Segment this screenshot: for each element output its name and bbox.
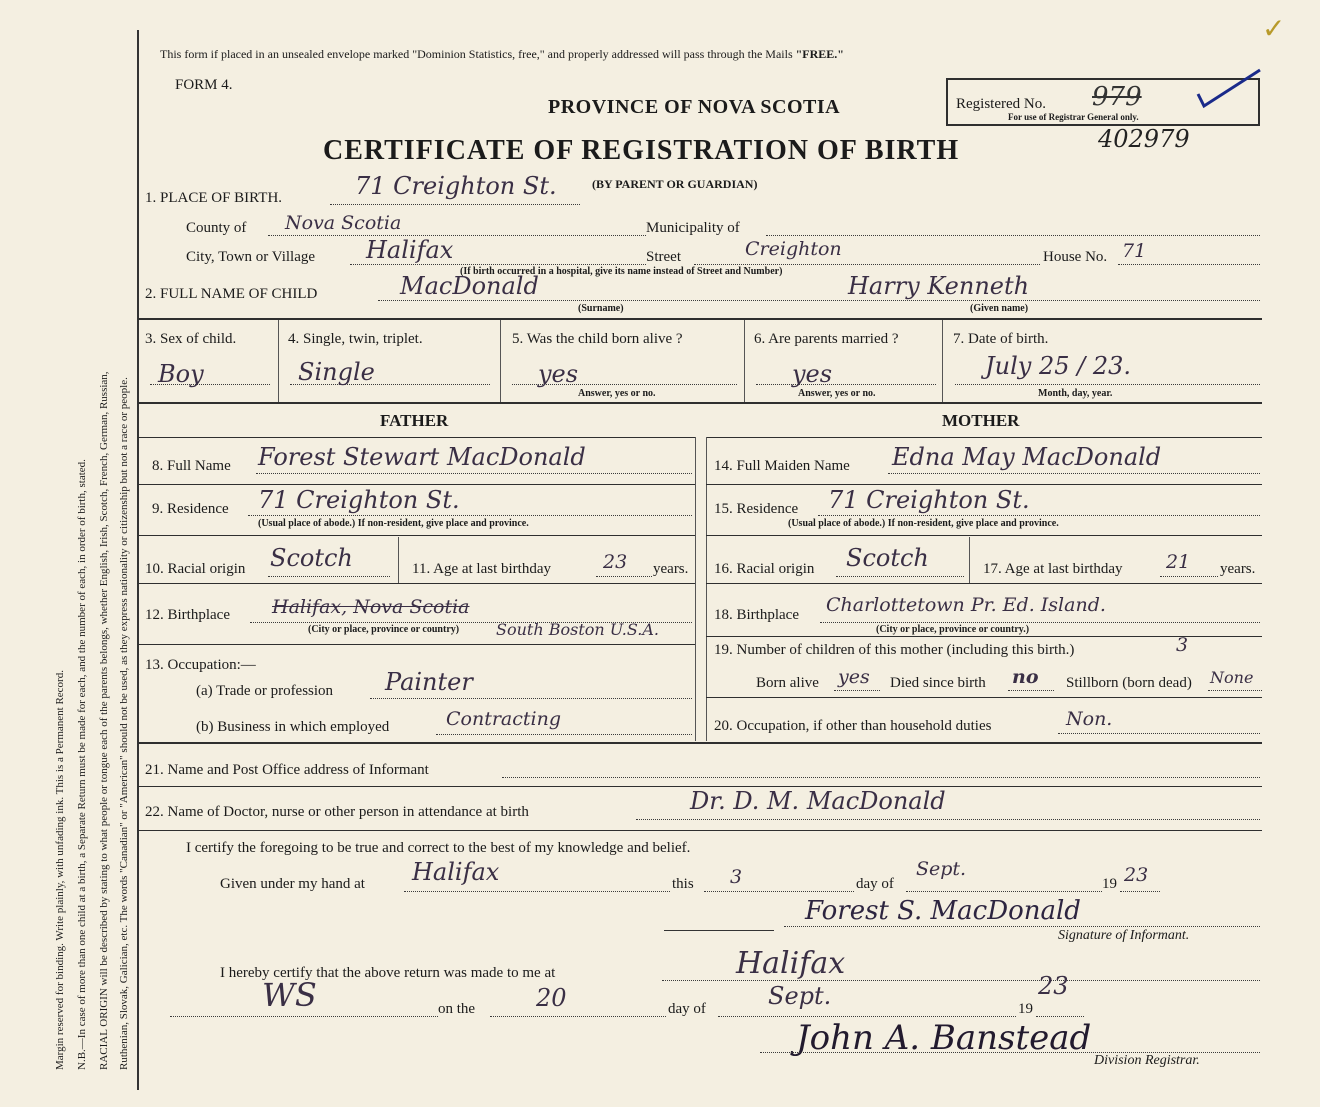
mother-residence-label: 15. Residence [714,501,799,517]
year-line [1120,891,1160,892]
plural-birth-value: Single [298,358,375,386]
mother-column-edge [706,437,707,741]
rule [138,583,695,584]
stillborn-label: Stillborn (born dead) [1066,675,1192,691]
registrar-day-of-label: day of [668,1001,706,1017]
father-age-label: 11. Age at last birthday [412,561,551,577]
divider [278,320,279,402]
child-name-label: 2. FULL NAME OF CHILD [145,286,318,302]
mother-name-line [888,473,1260,474]
day-of-label: day of [856,876,894,892]
born-alive-value: yes [538,360,579,388]
date-of-birth-line [955,384,1260,385]
divider [942,320,943,402]
mother-residence-value: 71 Creighton St. [828,486,1030,514]
date-of-birth-label: 7. Date of birth. [953,331,1049,347]
rule [138,535,695,536]
registration-number-handwritten: 402979 [1098,125,1190,153]
this-line [704,891,854,892]
born-alive-caption: Answer, yes or no. [578,388,656,399]
house-number-value: 71 [1122,240,1147,262]
registrar-month-value: Sept. [768,982,832,1010]
house-number-label: House No. [1043,249,1108,265]
given-name-caption: (Given name) [970,303,1029,314]
father-racial-origin-line [268,576,390,577]
mother-racial-origin-label: 16. Racial origin [714,561,815,577]
place-of-birth-label: 1. PLACE OF BIRTH. [145,190,283,206]
father-age-unit: years. [653,561,689,577]
plural-birth-label: 4. Single, twin, triplet. [288,331,423,347]
rule [138,484,695,485]
divider [969,537,970,583]
father-residence-caption: (Usual place of abode.) If non-resident, give place and province. [258,518,529,529]
father-birthplace-value: South Boston U.S.A. [496,620,659,639]
city-line [350,264,646,265]
city-label: City, Town or Village [186,249,316,265]
rule [706,583,1262,584]
year-prefix: 19 [1102,876,1117,892]
rule-top-row3 [138,318,1262,320]
sex-label: 3. Sex of child. [145,331,237,347]
margin-rule [137,30,139,1090]
check-arrow-icon [1196,66,1266,112]
registrar-initials: WS [262,976,317,1014]
day-of-line [906,891,1102,892]
rule-father-heading [138,437,695,438]
margin-binding-note: Margin reserved for binding. Write plainly, with unfading ink. This is a Permanent Record. [54,670,66,1070]
on-the-value: 20 [536,984,567,1012]
county-label: County of [186,220,247,236]
mother-birthplace-value: Charlottetown Pr. Ed. Island. [826,594,1106,616]
divider [398,537,399,583]
check-mark-icon: ✓ [1262,14,1286,45]
registrar-initials-line [170,1016,438,1017]
rule-mother-heading [706,437,1262,438]
registrar-place-value: Halifax [736,946,846,981]
rule [706,697,1262,698]
born-alive-count-line [834,690,880,691]
child-given-name-value: Harry Kenneth [848,272,1030,300]
father-name-value: Forest Stewart MacDonald [258,443,586,471]
father-column-edge [695,437,696,741]
this-day-value: 3 [730,866,743,888]
father-residence-line [248,515,692,516]
father-age-value: 23 [603,551,628,573]
died-since-birth-line [1008,690,1054,691]
registrar-year-value: 23 [1038,972,1069,1000]
born-alive-count-label: Born alive [756,675,819,691]
mother-racial-origin-value: Scotch [846,544,929,572]
parents-married-line [756,384,936,385]
father-birthplace-label: 12. Birthplace [145,607,230,623]
divider [744,320,745,402]
given-place-value: Halifax [412,858,500,886]
street-label: Street [646,249,681,265]
registration-box [946,78,1260,126]
father-trade-line [370,698,692,699]
mother-occupation-label: 20. Occupation, if other than household duties [714,718,992,734]
registered-number: 979 [1092,82,1142,112]
died-since-birth-value: no [1012,666,1039,688]
date-of-birth-value: July 25 / 23. [985,352,1131,380]
informant-label: 21. Name and Post Office address of Informant [145,762,429,778]
father-name-label: 8. Full Name [152,458,231,474]
mother-racial-origin-line [836,576,964,577]
father-heading: FATHER [380,411,449,430]
doctor-line [636,819,1260,820]
province-heading: PROVINCE OF NOVA SCOTIA [548,96,841,118]
informant-line [502,777,1260,778]
street-line [694,264,1040,265]
doctor-value: Dr. D. M. MacDonald [690,787,946,815]
given-place-line [404,891,670,892]
stillborn-value: None [1210,668,1254,687]
street-value: Creighton [745,238,842,260]
surname-caption: (Surname) [578,303,624,314]
father-residence-label: 9. Residence [152,501,229,517]
mail-note: This form if placed in an unsealed envelope marked "Dominion Statistics, free," and properly addressed will pass through the Mails "FREE." [160,47,844,61]
child-surname-value: MacDonald [400,272,539,300]
given-under-hand-label: Given under my hand at [220,876,365,892]
registered-label: Registered No. [956,96,1046,112]
county-line [268,235,646,236]
rule [138,644,695,645]
informant-signature: Forest S. MacDonald [805,896,1081,926]
registrar-statement: I hereby certify that the above return was made to me at [220,965,556,981]
place-of-birth-value: 71 Creighton St. [355,172,557,200]
month-value: Sept. [916,858,967,880]
father-residence-value: 71 Creighton St. [258,486,460,514]
mother-residence-caption: (Usual place of abode.) If non-resident, give place and province. [788,518,1059,529]
hospital-note: (If birth occurred in a hospital, give its name instead of Street and Number) [460,266,783,277]
father-trade-label: (a) Trade or profession [196,683,334,699]
father-racial-origin-value: Scotch [270,544,353,572]
mother-occupation-line [1058,733,1260,734]
registrar-year-prefix: 19 [1018,1001,1033,1017]
form-number: FORM 4. [175,77,233,93]
margin-racial-origin-note-cont: Ruthenian, Slovak, Galician, etc. The words "Canadian" or "American" should not be used, as they express nationality or citizenship but not a race or people. [118,377,130,1070]
municipality-line [766,235,1260,236]
house-number-line [1118,264,1260,265]
doctor-label: 22. Name of Doctor, nurse or other person in attendance at birth [145,804,529,820]
registrar-note: For use of Registrar General only. [1008,112,1139,122]
informant-signature-line [784,926,1260,927]
child-name-line [378,300,1260,301]
margin-racial-origin-note: RACIAL ORIGIN will be described by stating to what people or tongue each of the parents belongs, whether English, Irish, Scotch, French, German, Russian, [98,371,110,1070]
father-occupation-label: 13. Occupation:— [145,657,256,673]
father-birthplace-caption: (City or place, province or country) [308,624,460,635]
certificate-subtitle: (BY PARENT OR GUARDIAN) [592,177,758,191]
certify-statement: I certify the foregoing to be true and correct to the best of my knowledge and belief. [186,840,691,856]
parents-married-label: 6. Are parents married ? [754,331,899,347]
place-of-birth-line [330,204,580,205]
divider [500,320,501,402]
margin-multiple-birth-note: N.B.—In case of more than one child at a birth, a Separate Return must be made for each, and the number of each, in order of birth, stated. [76,459,88,1070]
mother-age-line [1160,576,1218,577]
rule-bottom-parents [138,742,1262,744]
died-since-birth-label: Died since birth [890,675,986,691]
mother-residence-line [818,515,1260,516]
mother-name-label: 14. Full Maiden Name [714,458,850,474]
mother-age-unit: years. [1220,561,1256,577]
mother-children-value: 3 [1176,634,1189,656]
mother-children-label: 19. Number of children of this mother (including this birth.) [714,642,1075,658]
this-label: this [672,876,694,892]
registrar-signature: John A. Banstead [796,1018,1092,1058]
on-the-line [490,1016,666,1017]
mother-birthplace-caption: (City or place, province or country.) [876,624,1030,635]
mother-age-label: 17. Age at last birthday [983,561,1123,577]
father-name-line [256,473,692,474]
stillborn-line [1208,690,1262,691]
municipality-label: Municipality of [646,220,740,236]
father-racial-origin-label: 10. Racial origin [145,561,246,577]
father-birthplace-struck: Halifax, Nova Scotia [272,596,470,618]
county-value: Nova Scotia [285,212,402,234]
father-age-line [596,576,652,577]
date-of-birth-caption: Month, day, year. [1038,388,1113,399]
mother-occupation-value: Non. [1066,708,1113,730]
father-business-value: Contracting [446,708,562,730]
on-the-label: on the [438,1001,476,1017]
sex-value: Boy [158,360,204,388]
city-value: Halifax [366,236,454,264]
registrar-day-of-line [718,1016,1016,1017]
mother-age-value: 21 [1166,551,1191,573]
mother-heading: MOTHER [942,411,1020,430]
born-alive-count-value: yes [838,666,870,688]
informant-signature-caption: Signature of Informant. [1058,928,1190,943]
rule [706,535,1262,536]
mother-name-value: Edna May MacDonald [892,443,1162,471]
rule [706,484,1262,485]
born-alive-label: 5. Was the child born alive ? [512,331,683,347]
certificate-title: CERTIFICATE OF REGISTRATION OF BIRTH [323,135,960,166]
rule-top-parents [138,402,1262,404]
year-value: 23 [1124,864,1149,886]
mother-birthplace-line [820,622,1260,623]
father-business-label: (b) Business in which employed [196,719,390,735]
registrar-year-line [1036,1016,1084,1017]
parents-married-caption: Answer, yes or no. [798,388,876,399]
father-trade-value: Painter [385,668,473,696]
signature-rule [664,930,774,931]
parents-married-value: yes [792,360,833,388]
division-registrar-caption: Division Registrar. [1094,1053,1200,1068]
father-business-line [436,734,692,735]
rule [138,830,1262,831]
mother-birthplace-label: 18. Birthplace [714,607,799,623]
